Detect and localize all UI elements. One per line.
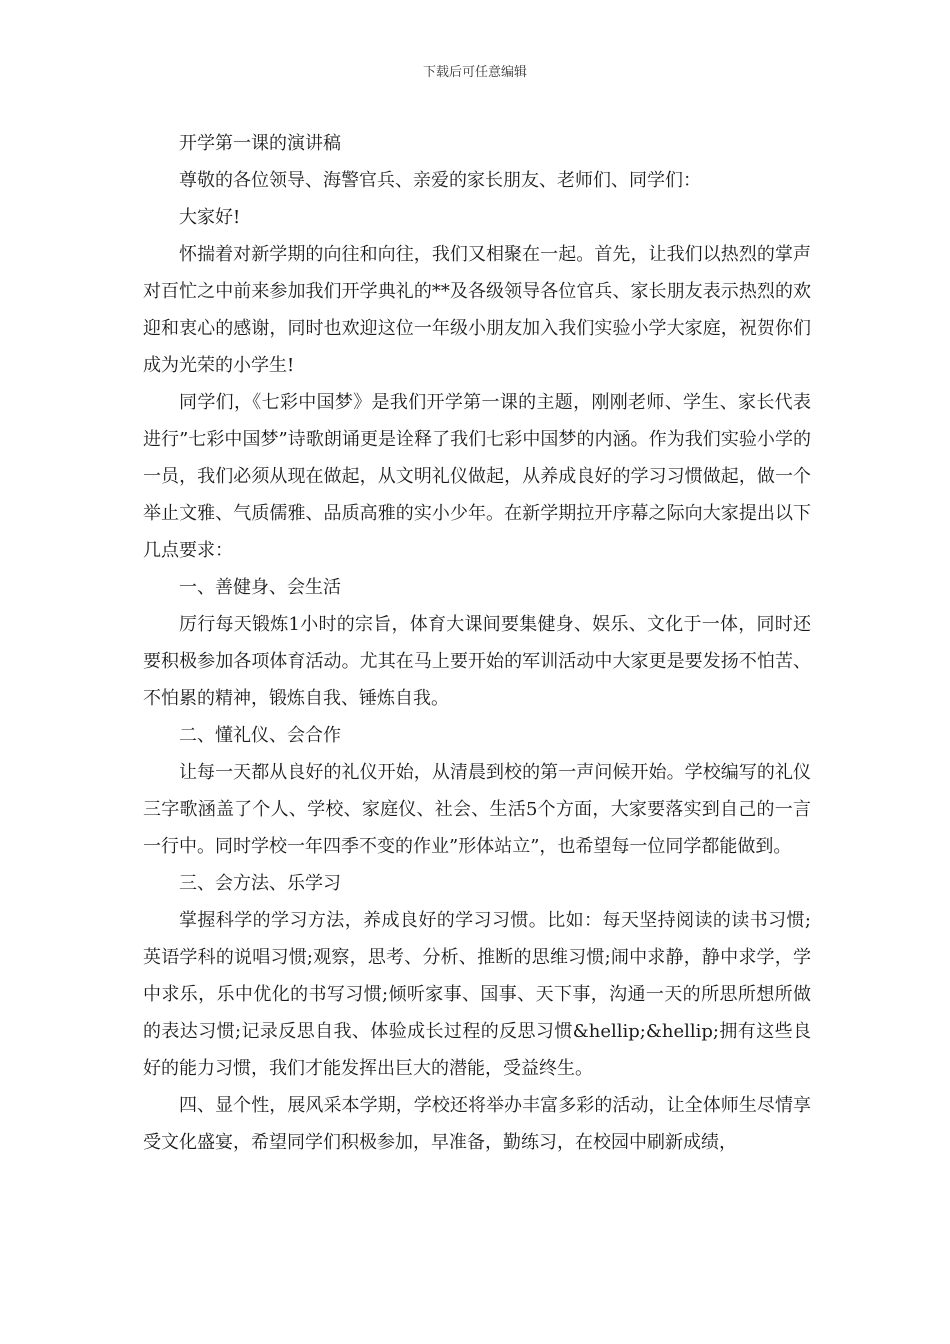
- page-header: 下载后可任意编辑: [422, 65, 527, 80]
- salutation: 尊敬的各位领导、海警官兵、亲爱的家长朋友、老师们、同学们：: [179, 170, 701, 191]
- paragraph-personality: 四、显个性，展风采本学期，学校还将举办丰富多彩的活动，让全体师生尽情享受文化盛宴，希望同学们积极参加，早准备，勤练习，在校园中刷新成绩，: [143, 1095, 811, 1153]
- paragraph-etiquette: 让每一天都从良好的礼仪开始，从清晨到校的第一声问候开始。学校编写的礼仪三字歌涵盖了个人、学校、家庭仪、社会、生活5个方面，大家要落实到自己的一言一行中。同时学校一年四季不变的作业”形体站立”，也希望每一位同学都能做到。: [143, 762, 811, 857]
- section-heading-3: 三、会方法、乐学习: [179, 873, 341, 894]
- document-body: [143, 125, 811, 1161]
- paragraph-fitness: 厉行每天锻炼1小时的宗旨，体育大课间要集健身、娱乐、文化于一体，同时还要积极参加各项体育活动。尤其在马上要开始的军训活动中大家更是要发扬不怕苦、不怕累的精神，锻炼自我、锤炼自我。: [143, 614, 811, 709]
- paragraph-theme: 同学们，《七彩中国梦》是我们开学第一课的主题，刚刚老师、学生、家长代表进行”七彩中国梦”诗歌朗诵更是诠释了我们七彩中国梦的内涵。作为我们实验小学的一员，我们必须从现在做起，从文明礼仪做起，从养成良好的学习习惯做起，做一个举止文雅、气质儒雅、品质高雅的实小少年。在新学期拉开序幕之际向大家提出以下几点要求：: [143, 392, 811, 561]
- paragraph-welcome: 怀揣着对新学期的向往和向往，我们又相聚在一起。首先，让我们以热烈的掌声对百忙之中前来参加我们开学典礼的**及各级领导各位官兵、家长朋友表示热烈的欢迎和衷心的感谢，同时也欢迎这位一年级小朋友加入我们实验小学大家庭，祝贺你们成为光荣的小学生!: [143, 244, 811, 376]
- section-heading-2: 二、懂礼仪、会合作: [179, 725, 341, 746]
- document-title: 开学第一课的演讲稿: [179, 133, 341, 154]
- greeting: 大家好!: [179, 207, 241, 228]
- paragraph-study-habits: 掌握科学的学习方法，养成良好的学习习惯。比如：每天坚持阅读的读书习惯;英语学科的说唱习惯;观察，思考、分析、推断的思维习惯;闹中求静，静中求学，学中求乐，乐中优化的书写习惯;倾听家事、国事、天下事，沟通一天的所思所想所做的表达习惯;记录反思自我、体验成长过程的反思习惯&hellip;&hellip;拥有这些良好的能力习惯，我们才能发挥出巨大的潜能，受益终生。: [143, 910, 811, 1079]
- section-heading-1: 一、善健身、会生活: [179, 577, 341, 598]
